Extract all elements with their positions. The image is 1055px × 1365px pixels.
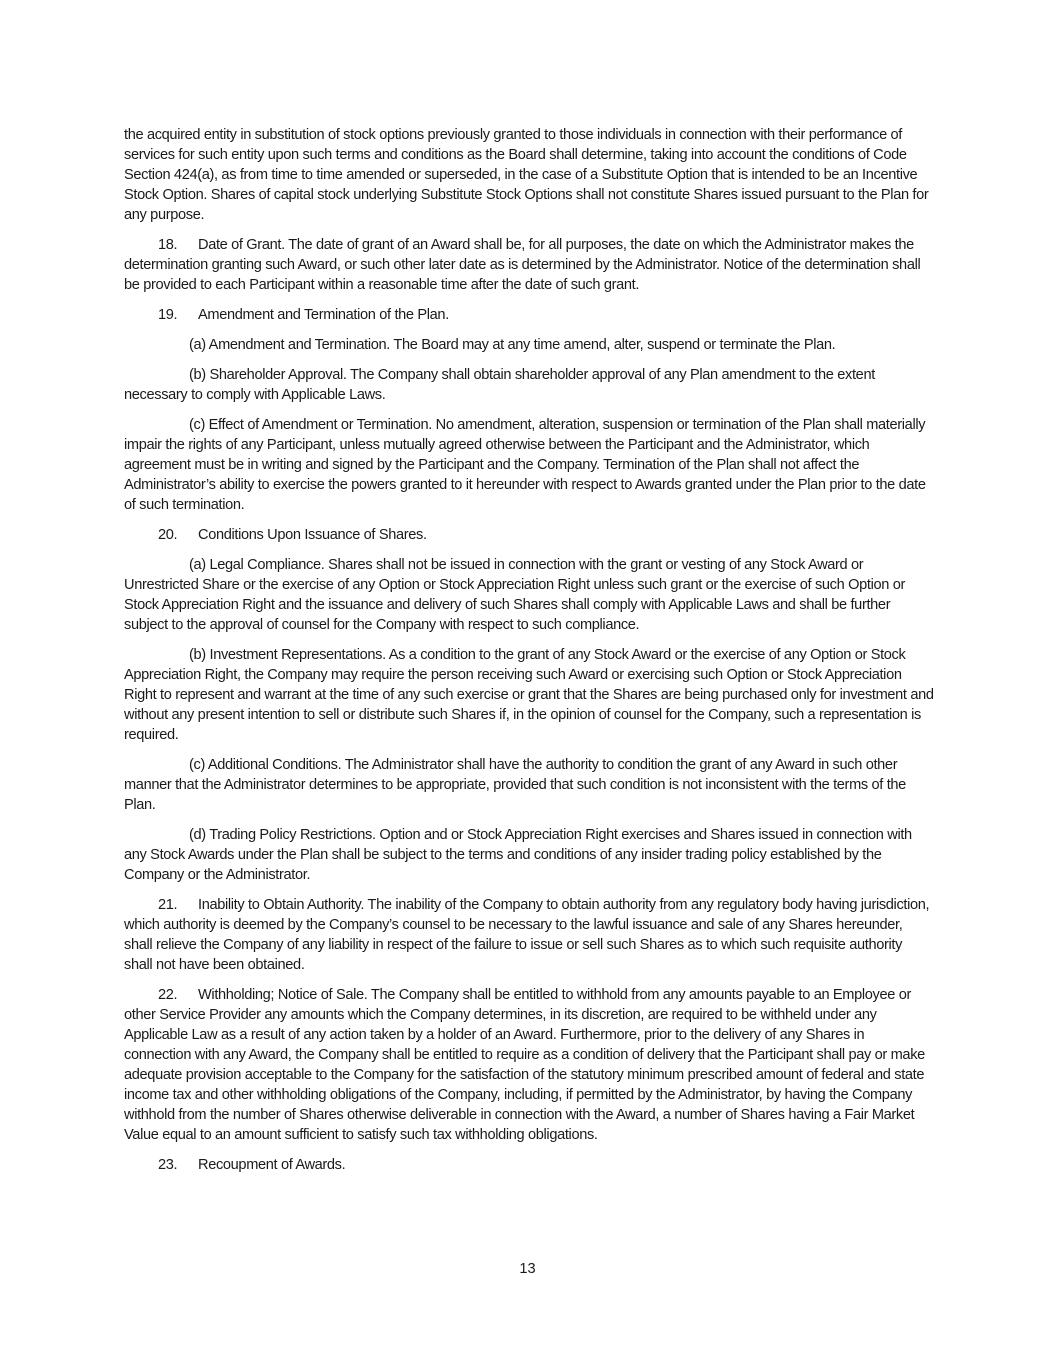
section-21-heading: Inability to Obtain Authority	[198, 897, 361, 913]
section-19	[124, 305, 934, 325]
section-19-a: (a) Amendment and Termination. The Board may at any time amend, alter, suspend or terminate the Plan.	[189, 337, 836, 353]
page-number: 13	[519, 1261, 536, 1277]
section-23-heading: Recoupment of Awards.	[198, 1157, 346, 1173]
section-21-body: . The inability of the Company to obtain authority from any regulatory body having jurisdiction, which authority is deemed by the Company’s counsel to be necessary to the lawful issuance and sale of any Shares hereunder, shall relieve the Company of any liability in respect of the failure to issue or sell such Shares as to which such requisite authority shall not have been obtained.	[124, 897, 930, 973]
section-20-c: (c) Additional Conditions. The Administrator shall have the authority to condition the grant of any Award in such other manner that the Administrator determines to be appropriate, provided that such condition is not inconsistent with the terms of the Plan.	[124, 757, 906, 813]
section-23	[124, 1155, 934, 1175]
section-20-a: (a) Legal Compliance. Shares shall not be issued in connection with the grant or vesting of any Stock Award or Unrestricted Share or the exercise of any Option or Stock Appreciation Right unless such grant or the exercise of such Option or Stock Appreciation Right and the issuance and delivery of such Shares shall comply with Applicable Laws and shall be further subject to the approval of counsel for the Company with respect to such compliance.	[124, 557, 905, 633]
section-19-b: (b) Shareholder Approval. The Company shall obtain shareholder approval of any Plan amendment to the extent necessary to comply with Applicable Laws.	[124, 367, 875, 403]
section-21	[124, 895, 934, 975]
section-23-number: 23.	[158, 1157, 178, 1173]
section-18-heading: Date of Grant	[198, 237, 282, 253]
section-20-number: 20.	[158, 527, 178, 543]
section-19-c: (c) Effect of Amendment or Termination. No amendment, alteration, suspension or termination of the Plan shall materially impair the rights of any Participant, unless mutually agreed otherwise between the Participant and the Administrator, which agreement must be in writing and signed by the Participant and the Company. Termination of the Plan shall not affect the Administrator’s ability to exercise the powers granted to it hereunder with respect to Awards granted under the Plan prior to the date of such termination.	[124, 417, 926, 513]
intro-paragraph: the acquired entity in substitution of stock options previously granted to those individuals in connection with their performance of services for such entity upon such terms and conditions as the Board shall determine, taking into account the conditions of Code Section 424(a), as from time to time amended or superseded, in the case of a Substitute Option that is intended to be an Incentive Stock Option. Shares of capital stock underlying Substitute Stock Options shall not constitute Shares issued pursuant to the Plan for any purpose.	[124, 127, 929, 223]
section-21-number: 21.	[158, 897, 178, 913]
section-20-d: (d) Trading Policy Restrictions. Option and or Stock Appreciation Right exercises and Shares issued in connection with any Stock Awards under the Plan shall be subject to the terms and conditions of any insider trading policy established by the Company or the Administrator.	[124, 827, 912, 883]
section-22	[124, 985, 934, 1145]
section-22-number: 22.	[158, 987, 178, 1003]
section-18-body: . The date of grant of an Award shall be, for all purposes, the date on which the Administrator makes the determination granting such Award, or such other later date as is determined by the Administrator. Notice of the determination shall be provided to each Participant within a reasonable time after the date of such grant.	[124, 237, 921, 293]
section-20-heading: Conditions Upon Issuance of Shares.	[198, 527, 427, 543]
section-18	[124, 235, 934, 295]
section-22-heading: Withholding; Notice of Sale	[198, 987, 364, 1003]
section-19-heading: Amendment and Termination of the Plan.	[198, 307, 449, 323]
section-19-number: 19.	[158, 307, 178, 323]
section-22-body: . The Company shall be entitled to withhold from any amounts payable to an Employee or other Service Provider any amounts which the Company determines, in its discretion, are required to be withheld under any Applicable Law as a result of any action taken by a holder of an Award. Furthermore, prior to the delivery of any Shares in connection with any Award, the Company shall be entitled to require as a condition of delivery that the Participant shall pay or make adequate provision acceptable to the Company for the satisfaction of the statutory minimum prescribed amount of federal and state income tax and other withholding obligations of the Company, including, if permitted by the Administrator, by having the Company withhold from the number of Shares otherwise deliverable in connection with the Award, a number of Shares having a Fair Market Value equal to an amount sufficient to satisfy such tax withholding obligations.	[124, 987, 925, 1143]
section-18-number: 18.	[158, 237, 178, 253]
document-page	[124, 125, 934, 1185]
section-20	[124, 525, 934, 545]
section-20-b: (b) Investment Representations. As a condition to the grant of any Stock Award or the exercise of any Option or Stock Appreciation Right, the Company may require the person receiving such Award or exercising such Option or Stock Appreciation Right to represent and warrant at the time of any such exercise or grant that the Shares are being purchased only for investment and without any present intention to sell or distribute such Shares if, in the opinion of counsel for the Company, such a representation is required.	[124, 647, 934, 743]
